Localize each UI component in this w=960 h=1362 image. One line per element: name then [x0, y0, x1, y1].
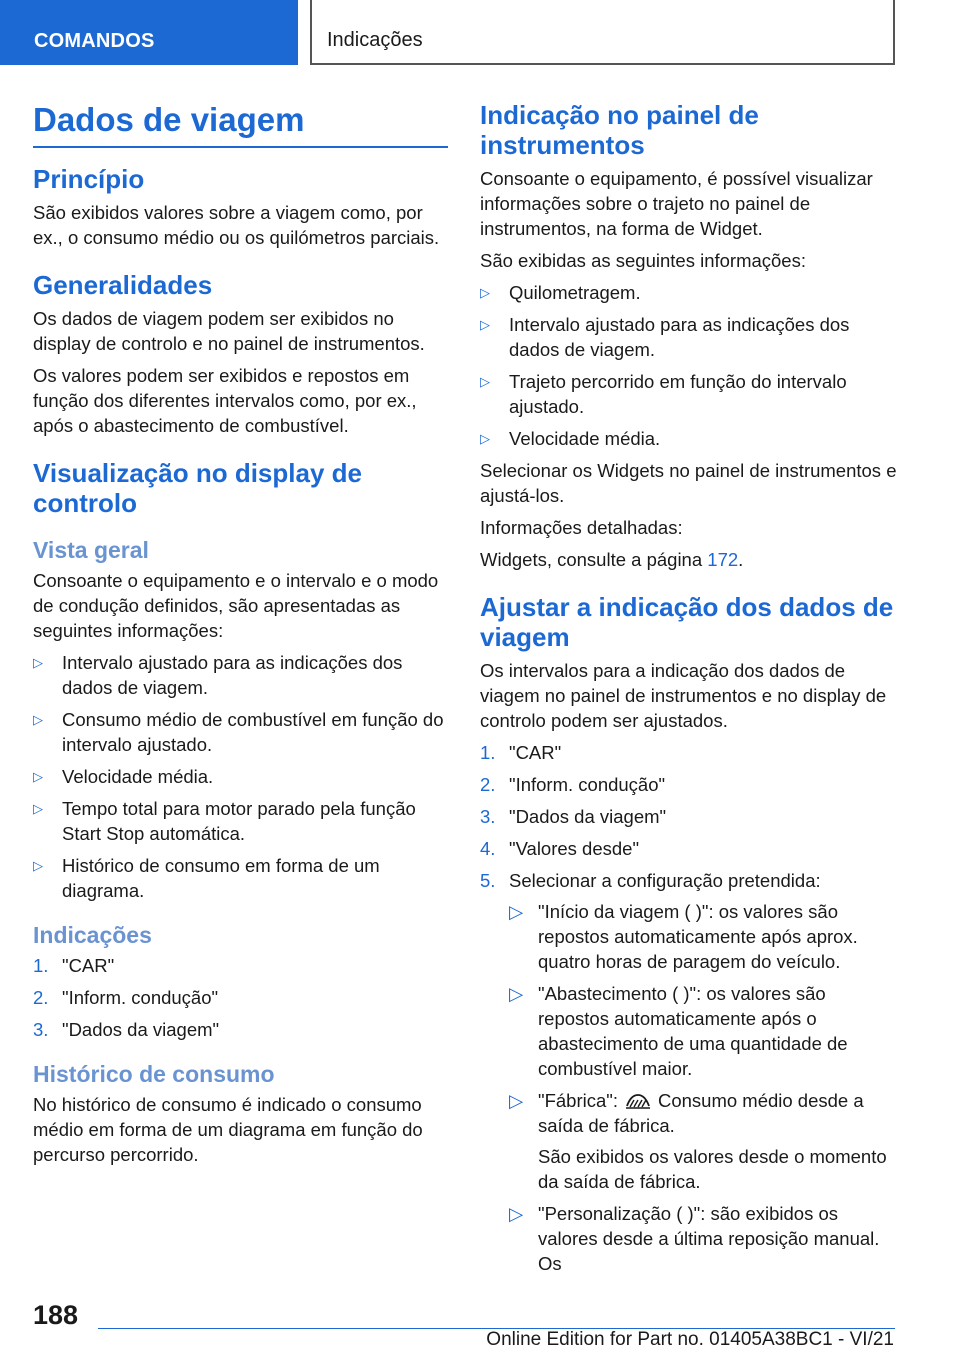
painel-p3: Selecionar os Widgets no painel de instrumentos e ajustá-los.	[480, 460, 897, 506]
bullet-triangle-icon: ▷	[33, 655, 43, 670]
bullet-triangle-icon: ▷	[480, 317, 490, 332]
list-item: ▷ "Abastecimento ( )": os valores são repostos automaticamente após o abastecimento de uma quantidade de combustível maior.	[509, 983, 848, 1079]
step-number: 3.	[33, 1019, 49, 1040]
page-reference-link[interactable]: 172	[707, 549, 739, 570]
bullet-triangle-icon: ▷	[480, 374, 490, 389]
fabrica-note: São exibidos os valores desde o momento da saída de fábrica.	[538, 1146, 887, 1192]
principio-heading: Princípio	[33, 164, 145, 194]
generalidades-p2: Os valores podem ser exibidos e repostos em função dos diferentes intervalos como, por ex., após o abastecimento de combustível.	[33, 365, 417, 436]
chapter-header	[310, 0, 895, 65]
vista-geral-list	[33, 650, 448, 903]
ajustar-steps	[480, 740, 898, 1276]
factory-icon	[624, 1091, 652, 1111]
generalidades-heading: Generalidades	[33, 270, 213, 300]
bullet-triangle-icon: ▷	[509, 1203, 524, 1224]
principio-text: São exibidos valores sobre a viagem como, por ex., o consumo médio ou os quilómetros parciais.	[33, 202, 440, 248]
historico-text: No histórico de consumo é indicado o consumo médio em forma de um diagrama em função do percurso percorrido.	[33, 1094, 423, 1165]
step-number: 2.	[33, 987, 49, 1008]
painel-p1: Consoante o equipamento, é possível visualizar informações sobre o trajeto no painel de instrumentos, na forma de Widget.	[480, 168, 873, 239]
vista-geral-intro: Consoante o equipamento e o intervalo e o modo de condução definidos, são apresentadas as seguintes informações:	[33, 570, 439, 641]
chapter-label: Indicações	[327, 29, 423, 51]
step-number: 5.	[480, 870, 496, 891]
bullet-triangle-icon: ▷	[509, 1090, 524, 1111]
section-label: COMANDOS	[34, 30, 155, 52]
list-item: ▷ Consumo médio de combustível em função do intervalo ajustado.	[33, 709, 444, 755]
bullet-triangle-icon: ▷	[33, 769, 43, 784]
bullet-triangle-icon: ▷	[509, 901, 524, 922]
step-number: 4.	[480, 838, 496, 859]
list-item: ▷ Intervalo ajustado para as indicações dos dados de viagem.	[33, 652, 403, 698]
list-item: ▷ "Fábrica": Consumo médio desde a saída de fábrica. São exibidos os valores desde o momento da saída de fábrica.	[509, 1088, 898, 1194]
step-number: 2.	[480, 774, 496, 795]
list-item: ▷ "Personalização ( )": são exibidos os valores desde a última reposição manual. Os	[509, 1203, 880, 1274]
step-number: 1.	[33, 955, 49, 976]
historico-heading: Histórico de consumo	[33, 1061, 275, 1087]
page-title: Dados de viagem	[33, 100, 448, 148]
vista-geral-heading: Vista geral	[33, 537, 149, 563]
painel-p2: São exibidas as seguintes informações:	[480, 250, 806, 271]
list-item: ▷ Tempo total para motor parado pela função Start Stop automática.	[33, 798, 416, 844]
indicacoes-steps	[33, 953, 448, 1042]
edition-footer: Online Edition for Part no. 01405A38BC1 - VI/21	[486, 1329, 894, 1350]
step-item: 2. "Inform. condução"	[33, 987, 219, 1008]
step-item: 2. "Inform. condução"	[480, 774, 666, 795]
list-item: ▷ "Início da viagem ( )": os valores são repostos automaticamente após aprox. quatro horas de paragem do veículo.	[509, 901, 858, 972]
painel-p4: Informações detalhadas:	[480, 517, 683, 538]
step-number: 1.	[480, 742, 496, 763]
left-column	[33, 100, 448, 1174]
list-item: ▷ Quilometragem.	[480, 282, 641, 303]
step-item: 3. "Dados da viagem"	[33, 1019, 220, 1040]
right-column	[480, 100, 898, 1283]
bullet-triangle-icon: ▷	[33, 712, 43, 727]
painel-p5: Widgets, consulte a página 172.	[480, 549, 744, 570]
step-item: 3. "Dados da viagem"	[480, 806, 667, 827]
generalidades-p1: Os dados de viagem podem ser exibidos no display de controlo e no painel de instrumentos.	[33, 308, 425, 354]
step-item: 5. Selecionar a configuração pretendida: ▷ "Início da viagem ( )": os valores são repostos automaticamente após aprox. quatro horas de paragem do veículo. ▷ "Abastecimento ( )": os valores são repostos automaticamente após o abastecimento de uma quantidade de combustível maior. ▷ "Fábrica": Consumo médio desde a saída de fábrica. São exibidos os valores desde o momento da saída de fábrica. ▷ "Personalização ( )": são exibidos os valores desde a última reposição manual. Os	[480, 868, 898, 1276]
bullet-triangle-icon: ▷	[480, 285, 490, 300]
step-number: 3.	[480, 806, 496, 827]
section-tab	[0, 0, 298, 65]
list-item: ▷ Velocidade média.	[33, 766, 214, 787]
ajustar-intro: Os intervalos para a indicação dos dados de viagem no painel de instrumentos e no display de controlo podem ser ajustados.	[480, 660, 887, 731]
painel-list	[480, 280, 898, 451]
step-item: 1. "CAR"	[480, 742, 562, 763]
ajustar-heading: Ajustar a indicação dos dados de viagem	[480, 592, 894, 652]
visualizacao-heading: Visualização no display de controlo	[33, 458, 362, 518]
bullet-triangle-icon: ▷	[480, 431, 490, 446]
list-item: ▷ Trajeto percorrido em função do intervalo ajustado.	[480, 371, 847, 417]
bullet-triangle-icon: ▷	[509, 983, 524, 1004]
bullet-triangle-icon: ▷	[33, 858, 43, 873]
list-item: ▷ Velocidade média.	[480, 428, 661, 449]
page-number: 188	[33, 1300, 79, 1330]
indicacoes-heading: Indicações	[33, 922, 152, 948]
list-item: ▷ Intervalo ajustado para as indicações dos dados de viagem.	[480, 314, 850, 360]
bullet-triangle-icon: ▷	[33, 801, 43, 816]
painel-heading: Indicação no painel de instrumentos	[480, 100, 759, 160]
config-options-list	[509, 899, 898, 1276]
step-item: 1. "CAR"	[33, 955, 115, 976]
list-item: ▷ Histórico de consumo em forma de um diagrama.	[33, 855, 380, 901]
step-item: 4. "Valores desde"	[480, 838, 640, 859]
